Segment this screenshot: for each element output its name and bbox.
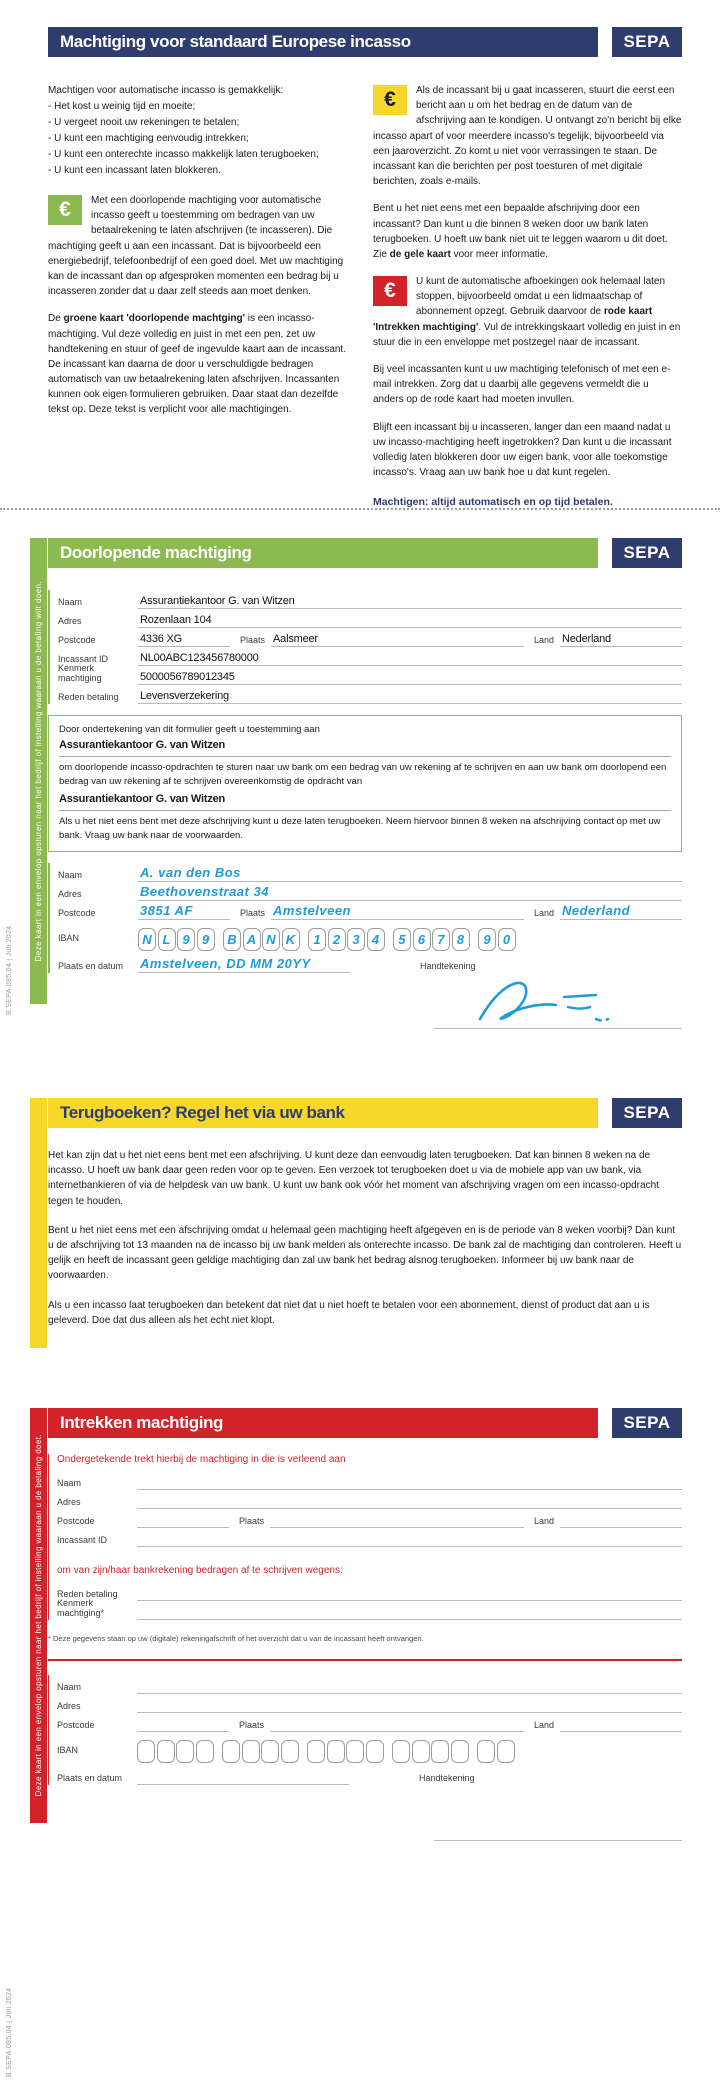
bullet-item: - U kunt een incassant laten blokkeren. bbox=[48, 165, 221, 176]
red-card-header-bar bbox=[48, 1408, 598, 1438]
naam-label: Naam bbox=[58, 870, 83, 881]
yellow-card-header-bar bbox=[48, 1098, 598, 1128]
adres-field[interactable]: Beethovenstraat 34 bbox=[138, 884, 682, 901]
withdraw-intro-text: Ondergetekende trekt hierbij de machtiging in die is verleend aan bbox=[57, 1454, 346, 1465]
authorization-line: Door ondertekening van dit formulier geeft u toestemming aan bbox=[59, 724, 320, 735]
red-divider bbox=[48, 1659, 682, 1661]
paragraph-green-euro bbox=[48, 193, 357, 299]
postcode-field[interactable] bbox=[137, 1718, 229, 1732]
yellow-card-title: Terugboeken? Regel het via uw bank bbox=[60, 1103, 345, 1122]
kenmerk-field[interactable]: 5000056789012345 bbox=[138, 671, 682, 685]
mandate-info-section bbox=[48, 27, 682, 508]
red-card-title: Intrekken machtiging bbox=[60, 1413, 223, 1432]
green-card-sidebar bbox=[30, 538, 47, 1004]
form-row-postcode bbox=[57, 1713, 682, 1732]
creditor-name: Assurantiekantoor G. van Witzen bbox=[59, 737, 671, 757]
form-row-adres bbox=[57, 1490, 682, 1509]
plaats-label: Plaats bbox=[240, 908, 266, 919]
naam-label: Naam bbox=[57, 1682, 82, 1692]
bullet-item: - Het kost u weinig tijd en moeite; bbox=[48, 101, 196, 112]
postcode-label: Postcode bbox=[58, 635, 96, 645]
paragraph-text: U kunt de automatische afboekingen ook helemaal laten stoppen, bijvoorbeeld omdat u een lidmaatschap of abonnement opzegt. Gebruik daarvoor de bbox=[416, 276, 666, 318]
yellow-card-reference: de gele kaart bbox=[389, 248, 451, 260]
creditor-name: Assurantiekantoor G. van Witzen bbox=[59, 791, 671, 811]
sepa-logo-text: SEPA bbox=[623, 1413, 671, 1432]
paragraph-text: De bbox=[48, 313, 64, 325]
yellow-paragraph: Het kan zijn dat u het niet eens bent met een afschrijving. U kunt deze dan eenvoudig laten terugboeken. Dat kan binnen 8 weken na de incasso. U hoeft uw bank daar geen reden voor op te geven. Een verzoek tot terugboeken doet u via de mobiele app van uw bank, via internetbankieren of via de helpdesk van uw bank. U kunt uw bank ook vóór het moment van afschrijving vragen om een incasso-opdracht tegen te houden. bbox=[48, 1150, 659, 1207]
reden-label: Reden betaling bbox=[57, 1589, 118, 1599]
yellow-paragraph: Bent u het niet eens met een afschrijving omdat u helemaal geen machtiging heeft afgegeven en is de periode van 8 weken voorbij? Dan kunt u de afschrijving tot 13 maanden na de incasso bij uw bank melden als onterechte incasso. De bank zal de machtiging dan controleren. Heeft u gelijk en heeft de incassant geen geldige machtiging dan zal uw bank het bedrag alsnog terugboeken. Informeer bij uw bank naar de voorwaarden. bbox=[48, 1224, 682, 1282]
form-row-postcode bbox=[57, 1509, 682, 1528]
land-field[interactable]: Nederland bbox=[560, 903, 682, 920]
plaats-field[interactable] bbox=[270, 1514, 524, 1528]
info-left-column bbox=[48, 83, 357, 508]
footnote-text: * Deze gegevens staan op uw (digitale) rekeningafschrift of het overzicht dat u van de incassant heeft ontvangen. bbox=[48, 1634, 424, 1643]
red-sidebar-text: Deze kaart in een envelop opsturen naar het bedrijf of instelling waaraan u de betaling doet. bbox=[34, 1434, 43, 1797]
paragraph-reverse bbox=[373, 201, 682, 262]
yellow-card-sidebar bbox=[30, 1098, 47, 1348]
signature-area[interactable] bbox=[48, 1785, 682, 1847]
form-row-plaats-datum bbox=[58, 954, 682, 973]
form-row-incassant-id bbox=[58, 647, 682, 666]
withdraw-mid-text: om van zijn/haar bankrekening bedragen af te schrijven wegens: bbox=[57, 1565, 343, 1576]
land-label: Land bbox=[533, 635, 554, 645]
document-code: B.SEPA.085.04 | Juli 2024 bbox=[6, 925, 13, 1015]
document-code: B.SEPA.085.04 | Juli 2024 bbox=[6, 1987, 13, 2077]
paragraph-text: Bent u het niet eens met een bepaalde afschrijving door een incassant? Dan kunt u die binnen 8 weken door uw bank laten terugboeken. U hoeft uw bank niet uit te leggen waarom u dit doet. Zie bbox=[373, 203, 668, 260]
euro-green-icon: € bbox=[48, 195, 82, 225]
form-row-postcode bbox=[58, 901, 682, 920]
closing-slogan: Machtigen: altijd automatisch en op tijd betalen. bbox=[373, 496, 613, 509]
paragraph-text: is een incasso-machtiging. Vul deze volledig en juist in met een pen, zet uw handtekening en stuur of geef de ingevulde kaart aan de incassant. De incassant kan daarna de door u verschuldigde bedragen automatisch van uw betaalrekening laten afschrijven. Incassanten kunnen ook eigen formulieren gebruiken. Daar staat dan dezelfde tekst op. Deze tekst is verplicht voor alle machtigingen. bbox=[48, 313, 346, 416]
incassant-id-label: Incassant ID bbox=[58, 654, 109, 664]
authorization-text-box bbox=[48, 715, 682, 852]
green-card-section bbox=[0, 538, 720, 1035]
paragraph-text: Met een doorlopende machtiging voor automatische incasso geeft u toestemming om bedragen van uw betaalrekening te laten afschrijven (te incasseren). Die machtiging geeft u aan een incassant. Dat is bijvoorbeeld een energiebedrijf, telefoonbedrijf of een goed doel. Met uw machtiging kan de incassant dan op afgesproken momenten een bedrag bij u incasseren zonder dat u daar zelf steeds aan moet denken. bbox=[48, 195, 344, 298]
form-row-postcode bbox=[58, 628, 682, 647]
naam-field[interactable]: Assurantiekantoor G. van Witzen bbox=[138, 595, 682, 609]
reden-field[interactable] bbox=[137, 1587, 682, 1601]
page-title: Machtiging voor standaard Europese incasso bbox=[60, 32, 411, 51]
land-field[interactable] bbox=[560, 1718, 682, 1732]
bullet-item: - U vergeet nooit uw rekeningen te betalen; bbox=[48, 117, 240, 128]
signature-area[interactable] bbox=[48, 973, 682, 1035]
reden-label: Reden betaling bbox=[58, 692, 119, 702]
authorization-line: Als u het niet eens bent met deze afschrijving kunt u deze laten terugboeken. Neem hiervoor binnen 8 weken na afschrijving contact op met uw bank. Vraag uw bank naar de voorwaarden. bbox=[59, 815, 661, 841]
euro-yellow-icon: € bbox=[373, 85, 407, 115]
paragraph-text: Als de incassant bij u gaat incasseren, stuurt die eerst een bericht aan u om het bedrag en de datum van de afschrijving aan te kondigen. U ontvangt zo'n bericht bij elke incasso apart of voor meerdere incasso's tegelijk, bijvoorbeeld via een jaaroverzicht. Zo komt u niet voor verrassingen te staan. De incassant kan die berichten per post toesturen of met digitale berichten, zoals e-mails. bbox=[373, 85, 682, 188]
postcode-label: Postcode bbox=[57, 1720, 95, 1730]
iban-comb-field-empty[interactable] bbox=[137, 1740, 523, 1763]
form-row-naam bbox=[58, 863, 682, 882]
incassant-id-label: Incassant ID bbox=[57, 1535, 108, 1545]
postcode-field[interactable]: 3851 AF bbox=[138, 903, 230, 920]
intro-line: Machtigen voor automatische incasso is gemakkelijk: bbox=[48, 85, 284, 96]
form-row-incassant-id bbox=[57, 1528, 682, 1547]
signature-line[interactable] bbox=[434, 1028, 682, 1029]
land-label: Land bbox=[533, 1516, 554, 1526]
euro-red-icon: € bbox=[373, 276, 407, 306]
red-card-reference: rode kaart 'Intrekken machtiging' bbox=[373, 306, 653, 333]
signature-line[interactable] bbox=[434, 1840, 682, 1841]
plaats-label: Plaats bbox=[239, 1516, 265, 1526]
form-row-kenmerk bbox=[57, 1598, 682, 1620]
sepa-logo bbox=[612, 1098, 682, 1128]
plaats-field[interactable]: Amstelveen bbox=[271, 903, 524, 920]
paragraph-phone-withdraw: Bij veel incassanten kunt u uw machtiging telefonisch of met een e-mail intrekken. Zorg dat u daarbij alle gegevens vermeldt die u anders op de rode kaart had moeten invullen. bbox=[373, 364, 671, 406]
form-row-adres bbox=[58, 609, 682, 628]
plaats-label: Plaats bbox=[239, 1720, 265, 1730]
kenmerk-label: Kenmerk machtiging bbox=[58, 663, 102, 683]
incassant-id-field[interactable]: NL00ABC123456780000 bbox=[138, 652, 682, 666]
paragraph-yellow-euro bbox=[373, 83, 682, 189]
withdraw-form-block-top bbox=[48, 1454, 682, 1620]
handtekening-label: Handtekening bbox=[420, 961, 476, 972]
form-row-naam bbox=[57, 1471, 682, 1490]
postcode-label: Postcode bbox=[57, 1516, 95, 1526]
land-label: Land bbox=[533, 908, 554, 919]
adres-field[interactable] bbox=[137, 1495, 682, 1509]
form-row-naam bbox=[58, 590, 682, 609]
kenmerk-field[interactable] bbox=[137, 1606, 682, 1620]
plaats-label: Plaats bbox=[240, 635, 266, 645]
red-card-header bbox=[48, 1408, 682, 1438]
land-label: Land bbox=[533, 1720, 554, 1730]
red-card-section bbox=[0, 1408, 720, 1847]
debtor-form-block bbox=[48, 863, 682, 973]
adres-label: Adres bbox=[57, 1701, 81, 1711]
form-row-iban bbox=[57, 1736, 682, 1766]
green-card-title: Doorlopende machtiging bbox=[60, 543, 252, 562]
adres-label: Adres bbox=[57, 1497, 81, 1507]
naam-field[interactable] bbox=[137, 1680, 682, 1694]
iban-label: IBAN bbox=[58, 933, 80, 944]
incassant-id-field[interactable] bbox=[137, 1533, 682, 1547]
sepa-logo-text: SEPA bbox=[623, 32, 671, 51]
naam-field[interactable]: A. van den Bos bbox=[138, 865, 682, 882]
sepa-logo bbox=[612, 538, 682, 568]
plaats-datum-label: Plaats en datum bbox=[58, 961, 124, 972]
plaats-datum-field[interactable] bbox=[137, 1771, 349, 1785]
sepa-logo bbox=[612, 27, 682, 57]
postcode-label: Postcode bbox=[58, 908, 96, 919]
reden-field[interactable]: Levensverzekering bbox=[138, 690, 682, 704]
form-row-reden bbox=[57, 1582, 682, 1601]
green-card-reference: groene kaart 'doorlopende machtging' bbox=[63, 313, 246, 325]
sepa-logo-text: SEPA bbox=[623, 1103, 671, 1122]
mandate-info-header bbox=[48, 27, 682, 57]
mandate-info-header-bar bbox=[48, 27, 598, 57]
adres-label: Adres bbox=[58, 889, 82, 900]
naam-field[interactable] bbox=[137, 1476, 682, 1490]
iban-label: IBAN bbox=[57, 1745, 79, 1755]
authorization-line: om doorlopende incasso-opdrachten te sturen naar uw bank om een bedrag van uw rekening af te schrijven en aan uw bank om doorlopend een bedrag van uw rekening af te schrijven overeenkomstig de opdracht van bbox=[59, 761, 667, 787]
plaats-datum-field[interactable]: Amstelveen, DD MM 20YY bbox=[138, 956, 350, 973]
paragraph-green-card bbox=[48, 311, 357, 417]
info-right-column bbox=[373, 83, 682, 508]
plaats-field[interactable]: Aalsmeer bbox=[271, 633, 524, 647]
adres-field[interactable]: Rozenlaan 104 bbox=[138, 614, 682, 628]
postcode-field[interactable]: 4336 XG bbox=[138, 633, 230, 647]
paragraph-text: . Vul de intrekkingskaart volledig en juist in en stuur die in een enveloppe met postzegel naar de incassant. bbox=[373, 321, 681, 348]
adres-field[interactable] bbox=[137, 1699, 682, 1713]
form-row-reden bbox=[58, 685, 682, 704]
handtekening-label: Handtekening bbox=[419, 1773, 475, 1783]
form-row-adres bbox=[57, 1694, 682, 1713]
sepa-logo-text: SEPA bbox=[623, 543, 671, 562]
land-field[interactable]: Nederland bbox=[560, 633, 682, 647]
form-row-naam bbox=[57, 1675, 682, 1694]
yellow-card-section bbox=[0, 1098, 720, 1342]
form-row-kenmerk bbox=[58, 663, 682, 685]
yellow-paragraph: Als u een incasso laat terugboeken dan betekent dat niet dat u niet hoeft te betalen voor een abonnement, dienst of product dat aan u is geleverd. Doe dat dus alleen als het echt niet klopt. bbox=[48, 1299, 650, 1326]
plaats-field[interactable] bbox=[270, 1718, 524, 1732]
paragraph-text: voor meer informatie. bbox=[450, 248, 549, 260]
green-sidebar-text: Deze kaart in een envelop opsturen naar het bedrijf of instelling waaraan u de betaling wilt doen. bbox=[34, 580, 43, 962]
naam-label: Naam bbox=[58, 597, 83, 607]
land-field[interactable] bbox=[560, 1514, 682, 1528]
postcode-field[interactable] bbox=[137, 1514, 229, 1528]
kenmerk-label: Kenmerk machtiging* bbox=[57, 1598, 105, 1618]
plaats-datum-label: Plaats en datum bbox=[57, 1773, 123, 1783]
yellow-card-header bbox=[48, 1098, 682, 1128]
sepa-logo bbox=[612, 1408, 682, 1438]
withdraw-form-block-bottom bbox=[48, 1675, 682, 1785]
bullet-item: - U kunt een machtiging eenvoudig intrekken; bbox=[48, 133, 249, 144]
paragraph-block-incassant: Blijft een incassant bij u incasseren, langer dan een maand nadat u uw incasso-machtiging heeft ingetrokken? Dan kunt u die incassant volledig laten blokkeren door uw eigen bank, voor alle toekomstige incasso's. Vraag aan uw bank hoe u dat kunt regelen. bbox=[373, 421, 672, 479]
green-card-header bbox=[48, 538, 682, 568]
form-row-iban bbox=[58, 924, 682, 954]
red-card-sidebar bbox=[30, 1408, 47, 1823]
form-row-adres bbox=[58, 882, 682, 901]
iban-comb-field[interactable]: N L 9 9 B A N K 1 2 3 4 5 6 7 8 9 0 bbox=[138, 928, 524, 951]
creditor-form-block bbox=[48, 590, 682, 704]
green-card-header-bar bbox=[48, 538, 598, 568]
bullet-item: - U kunt een onterechte incasso makkelijk laten terugboeken; bbox=[48, 149, 319, 160]
adres-label: Adres bbox=[58, 616, 82, 626]
signature-scribble bbox=[472, 975, 622, 1027]
dotted-separator bbox=[0, 508, 720, 510]
naam-label: Naam bbox=[57, 1478, 82, 1488]
form-row-plaats-datum bbox=[57, 1766, 682, 1785]
paragraph-red-euro bbox=[373, 274, 682, 350]
